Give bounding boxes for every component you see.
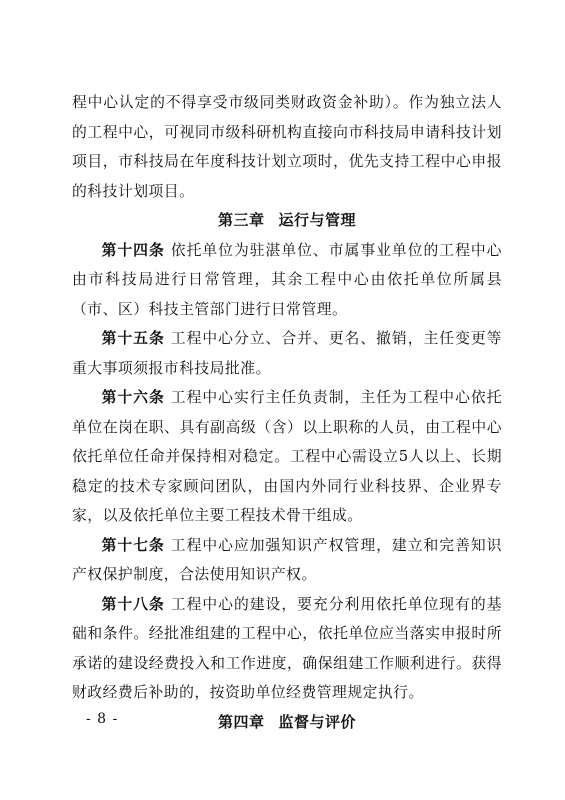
article-14 (72, 236, 502, 325)
chapter-title: 监督与评价 (278, 712, 357, 731)
article-number: 第十八条 (101, 595, 165, 613)
article-number: 第十六条 (101, 389, 165, 406)
chapter-number: 第四章 (217, 712, 265, 731)
article-text: 工程中心实行主任负责制，主任为工程中心依托单位在岗在职、具有副高级（含）以上职称的人员，由工程中心依托单位任命并保持相对稳定。工程中心需设立5人以上、长期稳定的技术专家顾问团队，由国内外同行业科技界、企业界专家，以及依托单位主要工程技术骨干组成。 (72, 389, 502, 524)
article-number: 第十四条 (101, 241, 165, 259)
article-18 (72, 590, 502, 708)
chapter-number: 第三章 (217, 211, 265, 229)
article-text: 工程中心应加强知识产权管理，建立和完善知识产权保护制度，合法使用知识产权。 (72, 536, 502, 583)
article-15 (72, 324, 502, 383)
article-number: 第十七条 (101, 536, 165, 554)
chapter-title: 运行与管理 (278, 211, 357, 229)
chapter-heading-4 (72, 708, 502, 738)
article-16 (72, 383, 502, 531)
chapter-heading-3 (72, 206, 502, 236)
page-number: - 8 - (86, 711, 119, 727)
article-17 (72, 531, 502, 590)
article-number: 第十五条 (101, 330, 165, 347)
continuation-paragraph: 程中心认定的不得享受市级同类财政资金补助）。作为独立法人的工程中心，可视同市级科研机构直接向市科技局申请科技计划项目，市科技局在年度科技计划立项时，优先支持工程中心申报的科技计划项目。 (72, 94, 502, 200)
article-text: 依托单位为驻湛单位、市属事业单位的工程中心由市科技局进行日常管理，其余工程中心由依托单位所属县（市、区）科技主管部门进行日常管理。 (72, 241, 502, 318)
article-text: 工程中心的建设，要充分利用依托单位现有的基础和条件。经批准组建的工程中心，依托单位应当落实申报时所承诺的建设经费投入和工作进度，确保组建工作顺利进行。获得财政经费后补助的，按资助单位经费管理规定执行。 (72, 595, 502, 701)
article-text: 工程中心分立、合并、更名、撤销，主任变更等重大事项须报市科技局批准。 (72, 330, 502, 377)
document-body (72, 88, 502, 737)
